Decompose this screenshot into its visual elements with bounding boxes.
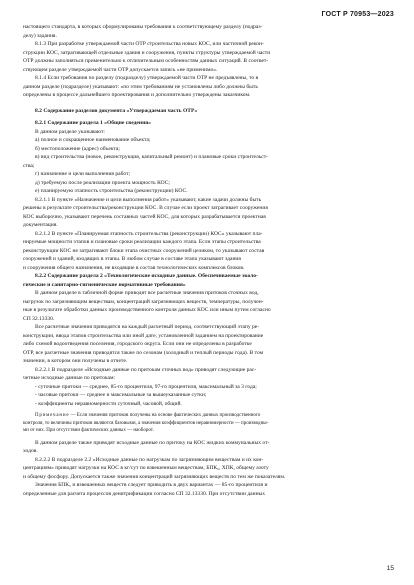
text-line: струкции КОС, затрагивающей отдельные здания и сооружения, пункты структуры утверждаемой части	[23, 49, 271, 56]
list-item: - суточные притоки — среднее, 85-го процентиля, 97-го процентиля, максимальный за 3 года;	[35, 383, 257, 390]
section-heading-8-2: 8.2 Содержание разделов документа «Утверждаемая часть ОТР»	[35, 107, 198, 114]
text-line: КОС выборочно, указывают перечень составных частей КОС, для которых разрабатывается проектная	[23, 213, 266, 220]
clause-8-2-1-1: 8.2.1.1 В пункте «Назначение и цели выполнения работ» указывают, какие задачи должны быть	[35, 196, 262, 203]
text-line: В данном разделе указывают:	[35, 128, 105, 135]
note-line: ми от них. При отсутствии фактических данных — наоборот.	[23, 428, 154, 433]
text-line: ходов.	[23, 448, 38, 454]
list-item: е) планируемую этапность строительства (реконструкции) КОС.	[35, 188, 188, 194]
text-line: настоящего стандарта, в которых сформулированы требования к соответствующему разделу (подраз-	[23, 24, 263, 30]
standard-designation: ГОСТ Р 70953—2023	[321, 11, 394, 18]
text-line: Значения БПК₅ и взвешенных веществ следует приводить в двух вариантах — 85-го процентиля и	[35, 482, 268, 488]
list-item: - коэффициенты неравномерности суточный, часовой, общий.	[35, 400, 182, 407]
text-line: нируемые мощности этапов и плановые сроки реализации каждого этапа. Если этапы строительства	[23, 239, 261, 245]
text-line: документация.	[23, 222, 58, 228]
text-line: сооружений и зданий, входящих в этапы. В любом случае в составе этапа указывают здания	[23, 256, 241, 262]
text-line: ОТР, все расчетные значения приводятся также по сезонам (холодный и теплый периоды года). В том	[23, 349, 264, 356]
note	[23, 412, 394, 420]
text-line: центрациям» приводят нагрузки на КОС в кг/сут по взвешенным веществам, БПК₅, ХПК, общему азоту	[23, 465, 269, 471]
text-line: четные исходные данные по притокам:	[23, 375, 116, 381]
note-label: Примечание	[35, 413, 70, 418]
note-text: — Если значения притоков получены на основе фактических данных производственного	[69, 413, 261, 418]
text-line: и общему фосфору. Допускается также значения концентраций загрязняющих веществ по тем же показателям.	[23, 473, 286, 480]
text-line: определены в процессе дальнейшего проектирования и дополнительно утверждены заказчиком.	[23, 92, 251, 98]
text-line: СП 32.13330.	[23, 315, 55, 322]
text-line: ные в результате обработки данных производственного контроля данных КОС или иным путем согласно	[23, 307, 271, 313]
clause-8-2-2-2: 8.2.2.2 В подразделе 2.2 «Исходные данные по нагрузкам по загрязняющим веществам и их кон-	[35, 456, 264, 463]
clause-8-1-3: 8.1.3 При разработке утверждаемой части ОТР строительства новых КОС, или частичной рекон-	[35, 41, 264, 47]
page-number: 15	[386, 564, 394, 572]
text-line: ОТР должны заполняться применительно к отличительным особенностям данных ситуаций. В соответ-	[23, 58, 269, 64]
text-line: делу) задания.	[23, 32, 57, 39]
text-line: ствующем разделе утверждаемой части ОТР допускается запись «не применимо».	[23, 66, 218, 73]
text-line: конструкции, ввода этапов строительства или иной дате, установленной заданием на проектирование	[23, 332, 264, 339]
list-item: в) вид строительства (новое, реконструкция, капитальный ремонт) и плановые сроки строительст-	[35, 154, 268, 160]
text-line: В данном разделе в табличной форме приводят все расчетные значения притоков сточных вод,	[35, 290, 259, 296]
clause-8-1-4: 8.1.4 Если требования по разделу (подразделу) утверждаемой части ОТР не предъявлены, то в	[35, 75, 259, 81]
clause-8-2-1-2: 8.2.1.2 В пункте «Планируемая этапность строительства (реконструкции) КОС» указывают пла-	[35, 230, 263, 237]
text-line: Все расчетные значения приводятся на каждый расчетный период, соответствующий этапу ре-	[35, 324, 260, 330]
text-line: решены в результате строительства/реконструкции КОС. В случае если проект затрагивает сооружения	[23, 205, 268, 211]
text-line: реконструкции КОС не затрагивают блоки этапа очистных сооружений целиком, то указывают состав	[23, 247, 265, 254]
document-body	[23, 23, 394, 498]
text-line: и сооружения общего назначения, не входящие в состав технологических комплексов блоков.	[23, 264, 245, 271]
subsection-heading-8-2-2-cont: гические и санитарно-гигиенические нормативные требования»	[23, 281, 186, 288]
list-item: - часовые притоки — среднее и максимальные за вышеуказанные сутки;	[35, 392, 207, 398]
clause-8-2-2-1: 8.2.2.1 В подразделе «Исходные данные по притокам сточных вод» приводят следующие рас-	[35, 366, 257, 373]
note-line: контроля, то величины притоков являются базовыми, а значения коэффициентов неравномерности — производны-	[23, 420, 269, 426]
list-item: г) назначение и цели выполнения работ;	[35, 171, 131, 177]
text-line: либо схемой водоотведения поселения, городского округа. Если они не определены в разработке	[23, 341, 252, 347]
list-item: д) требуемую после реализации проекта мощность КОС;	[35, 179, 170, 186]
subsection-heading-8-2-1: 8.2.1 Содержание раздела 1 «Общие сведения»	[35, 120, 152, 126]
list-item: а) полное и сокращенное наименование объекта;	[35, 137, 151, 143]
subsection-heading-8-2-2: 8.2.2 Содержание раздела 2 «Технологические исходные данные. Обеспечиваемые эколо-	[35, 273, 258, 279]
text-line: нагрузок по загрязняющим веществам, концентраций загрязняющих веществ, температуры, получен-	[23, 298, 264, 305]
list-item: б) местоположение (адрес) объекта;	[35, 145, 120, 152]
text-line: значении, в котором они получены в отчете.	[23, 358, 128, 364]
text-line: ства;	[23, 162, 35, 169]
text-line: В данном разделе также приводят исходные данные по притоку на КОС жидких коммунальных от-	[35, 439, 270, 446]
text-line: определенные для расчета процессов денитрификации согласно СП 32.13330. При отсутствии данных	[23, 490, 266, 497]
text-line: данном разделе (подразделе) указывают: «по этим требованиям не установлены либо должны быть	[23, 83, 258, 90]
